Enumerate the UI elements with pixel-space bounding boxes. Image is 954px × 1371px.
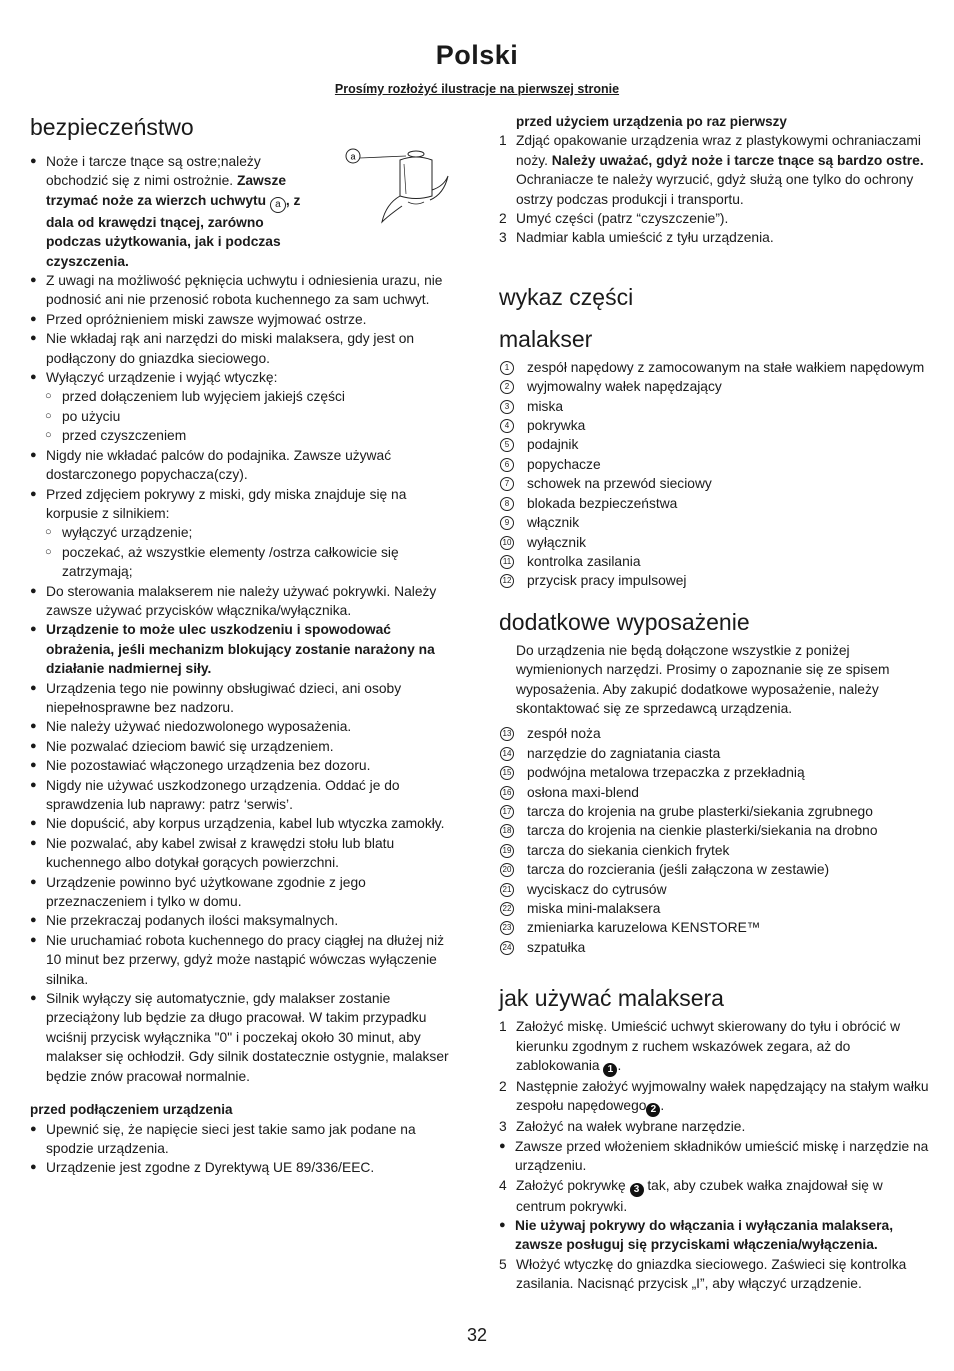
list-item: ● Nie pozwalać dzieciom bawić się urządzeniem. [30,737,450,756]
list-item: 22 miska mini-malaksera [499,899,929,918]
first-use-heading: przed użyciem urządzenia po raz pierwszy [516,114,787,129]
list-item: 9 włącznik [499,513,929,532]
figure-marker: 2 [646,1103,660,1117]
list-item: 10 wyłącznik [499,533,929,552]
list-item: ● Noże i tarcze tnące są ostre;należy obchodzić się z nimi ostrożnie. Zawsze trzymać noże za wierzch uchwytu a , z dala od krawędzi tnącej, zarówno podczas użytkowania, jak i podczas czyszczenia. [30,152,316,271]
list-item: ● Silnik wyłączy się automatycznie, gdy malakser zostanie przeciążony lub będzie za długo pracował. W takim przypadku wciśnij przycisk wyłącznika "0" i poczekaj około 30 minut, aby malakser się ochłodził. Gdy silnik dostatecznie ostygnie, malakser będzie znów pracował normalnie. [30,989,450,1086]
sub-list-item: ○ przed czyszczeniem [30,426,450,445]
list-item: 24 szpatułka [499,938,929,957]
numbered-step: 1 Założyć miskę. Umieścić uchwyt skierowany do tyłu i obrócić w kierunku zgodnym z ruchem wskazówek zegara, aż do zablokowania 1 . [499,1019,901,1076]
list-item: ● Nigdy nie używać uszkodzonego urządzenia. Oddać je do sprawdzenia lub naprawy: patrz ‘serwis’. [30,776,450,815]
numbered-step: 3 Założyć na wałek wybrane narzędzie. [499,1119,746,1135]
list-item: ● Urządzenie to może ulec uszkodzeniu i spowodować obrażenia, jeśli mechanizm blokujący zostanie narażony na działanie nadmiernej siły. [30,620,450,678]
numbered-step: 4 Założyć pokrywkę 3 tak, aby czubek wałka znajdował się w centrum pokrywki. [499,1177,883,1214]
before-plug-heading: przed podłączeniem urządzenia [30,1102,233,1118]
list-item: ● Upewnić się, że napięcie sieci jest takie samo jak podane na spodzie urządzenia. [30,1120,450,1159]
list-item: ● Nie pozostawiać włączonego urządzenia bez dozoru. [30,756,450,775]
list-item: ● Urządzenia tego nie powinny obsługiwać dzieci, ani osoby niepełnosprawne bez nadzoru. [30,679,450,718]
list-item: ● Nigdy nie wkładać palców do podajnika. Zawsze używać dostarczonego popychacza(czy). [30,446,450,485]
list-item: 18 tarcza do krojenia na cienkie plasterki/siekania na drobno [499,821,929,840]
page-number: 32 [466,1325,488,1345]
list-item: ● Nie należy używać niedozwolonego wyposażenia. [30,717,450,736]
first-use-list [499,131,929,247]
list-item: 19 tarcza do siekania cienkich frytek [499,841,929,860]
page-title: Polski [435,40,519,70]
sub-list-item: ○ po użyciu [30,407,450,426]
list-item: ● Przed opróżnieniem miski zawsze wyjmować ostrze. [30,310,450,329]
list-item: 2 wyjmowalny wałek napędzający [499,377,929,396]
list-item: ● Nie używaj pokrywy do włączania i wyłączania malaksera, zawsze posługuj się przyciskami włączenia/wyłączenia. [499,1216,929,1255]
list-item: 5 podajnik [499,435,929,454]
list-item: ● Nie uruchamiać robota kuchennego do pracy ciągłej na dłużej niż 10 minut bez przerwy, gdyż może nastąpić wówczas wyłączenie silnika. [30,931,450,989]
processor-subheading: malakser [499,325,593,352]
list-item: ● Nie dopuścić, aby korpus urządzenia, kabel lub wtyczka zamokły. [30,814,450,833]
parts-heading: wykaz części [499,283,634,310]
before-plug-list [30,1120,450,1178]
page-subtitle: Prosímy rozłożyć ilustracje na pierwszej stronie [334,82,620,96]
sub-list-item: ○ przed dołączeniem lub wyjęciem jakiejś części [30,387,450,406]
accessories-heading: dodatkowe wyposażenie [499,608,750,635]
accessories-list [499,724,929,957]
list-item: ● Nie pozwalać, aby kabel zwisał z krawędzi stołu lub blatu kuchennego albo dotykał gorących powierzchni. [30,834,450,873]
left-column [30,112,450,1178]
how-to-use-list [499,1017,929,1293]
right-column [499,112,929,1294]
accessories-intro: Do urządzenia nie będą dołączone wszystkie z poniżej wymienionych narzędzi. Prosimy o zapoznanie się ze spisem wyposażenia. Aby zakupić dodatkowe wyposażenie, należy skontaktować się ze sprzedawcą urządzenia. [516,642,890,716]
numbered-step: 2 Umyć części (patrz “czyszczenie”). [499,211,729,227]
list-item: ● Wyłączyć urządzenie i wyjąć wtyczkę: [30,368,450,387]
list-item: 15 podwójna metalowa trzepaczka z przekładnią [499,763,929,782]
numbered-step: 1 Zdjąć opakowanie urządzenia wraz z plastykowymi ochraniaczami noży. Należy uważać, gdyż noże i tarcze tnące są bardzo ostre. Ochraniacze te należy wyrzucić, gdyż służą one tylko do ochrony ostrzy podczas produkcji i transportu. [499,133,924,207]
list-item: 14 narzędzie do zagniatania ciasta [499,744,929,763]
list-item: ● Nie wkładaj rąk ani narzędzi do miski malaksera, gdy jest on podłączony do gniazdka sieciowego. [30,329,450,368]
numbered-step: 2 Następnie założyć wyjmowalny wałek napędzający na stałym wałku zespołu napędowego 2 . [499,1079,929,1116]
list-item: ● Do sterowania malakserem nie należy używać pokrywki. Należy zawsze używać przycisków włącznika/wyłącznika. [30,582,450,621]
list-item: 17 tarcza do krojenia na grube plasterki/siekania zgrubnego [499,802,929,821]
sub-list-item: ○ poczekać, aż wszystkie elementy /ostrza całkowicie się zatrzymają; [30,543,450,582]
list-item: ● Przed zdjęciem pokrywy z miski, gdy miska znajduje się na korpusie z silnikiem: [30,485,450,524]
list-item: 13 zespół noża [499,724,929,743]
illustration-label: a [350,151,356,162]
list-item: ● Urządzenie jest zgodne z Dyrektywą UE 89/336/EEC. [30,1158,450,1177]
how-to-use-heading: jak używać malaksera [499,985,724,1012]
list-item: 11 kontrolka zasilania [499,552,929,571]
list-item: ● Z uwagi na możliwość pęknięcia uchwytu i odniesienia urazu, nie podnosić ani nie przenosić robota kuchennego za sam uchwyt. [30,271,450,310]
part-marker: a [270,197,286,213]
list-item: 23 zmieniarka karuzelowa KENSTORE™ [499,918,929,937]
list-item: 21 wyciskacz do cytrusów [499,880,929,899]
list-item: 8 blokada bezpieczeństwa [499,494,929,513]
numbered-step: 5 Włożyć wtyczkę do gniazdka sieciowego. Zaświeci się kontrolka zasilania. Nacisnąć przycisk „I”, aby włączyć urządzenie. [499,1256,907,1292]
list-item: ● Zawsze przed włożeniem składników umieścić miskę i narzędzie na urządzeniu. [499,1137,929,1176]
list-item: 3 miska [499,397,929,416]
list-item: ● Urządzenie powinno być użytkowane zgodnie z jego przeznaczeniem i tylko w domu. [30,873,450,912]
list-item: 6 popychacze [499,455,929,474]
parts-list [499,358,929,591]
list-item: 1 zespół napędowy z zamocowanym na stałe wałkiem napędowym [499,358,929,377]
list-item: 16 osłona maxi-blend [499,783,929,802]
list-item: 12 przycisk pracy impulsowej [499,571,929,590]
safety-heading: bezpieczeństwo [30,114,194,140]
figure-marker: 3 [630,1183,644,1197]
sub-list-item: ○ wyłączyć urządzenie; [30,523,450,542]
numbered-step: 3 Nadmiar kabla umieścić z tyłu urządzenia. [499,230,774,246]
figure-marker: 1 [603,1063,617,1077]
list-item: 7 schowek na przewód sieciowy [499,474,929,493]
safety-list [30,152,450,1086]
list-item: 4 pokrywka [499,416,929,435]
list-item: ● Nie przekraczaj podanych ilości maksymalnych. [30,911,450,930]
list-item: 20 tarcza do rozcierania (jeśli załączona w zestawie) [499,860,929,879]
